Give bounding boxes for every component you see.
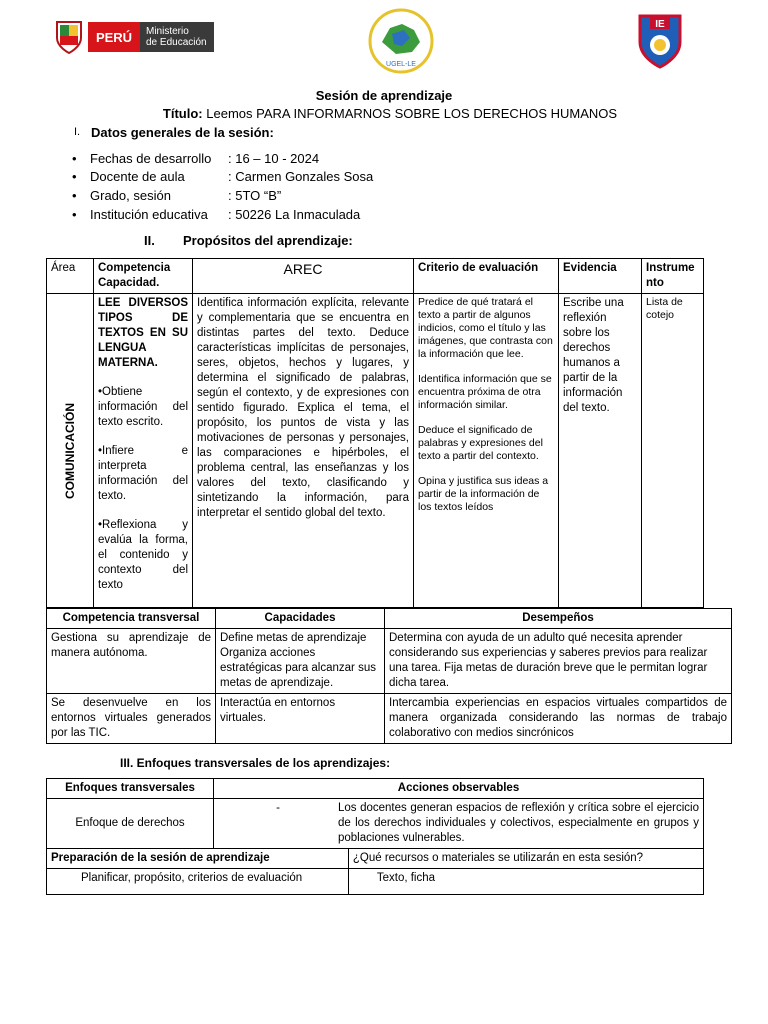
criterio-item: Predice de qué tratará el texto a partir de algunos indicios, como el título y las imágenes, que contrasta con la información que lee. [418,296,553,360]
capacidad-item: •Infiere e interpreta información del texto. [98,445,188,502]
header-competencia: Competencia Capacidad. [94,259,193,294]
capacidad-item: •Obtiene información del texto escrito. [98,386,188,428]
recursos-header: ¿Qué recursos o materiales se utilizarán en esta sesión? [348,849,703,869]
enfoque-accion: Los docentes generan espacios de reflexión y crítica sobre el ejercicio de los derechos individuales y colectivos, especialmente en grupos y poblaciones vulnerables. [338,802,699,844]
ie-crest-icon [636,12,684,70]
criterio-item: Deduce el significado de palabras y expresiones del texto a partir del contexto. [418,424,543,462]
transversal-capacidades: Define metas de aprendizaje Organiza acciones estratégicas para alcanzar sus metas de aprendizaje. [216,629,385,694]
transversal-desempenos: Intercambia experiencias en espacios virtuales compartidos de manera organizada considerando las normas de trabajo colaborativo con medios sincrónicos [385,694,732,744]
accion-dash: - [276,802,280,814]
prep-value: Planificar, propósito, criterios de evaluación [47,869,349,895]
header-instrumento: Instrumento [642,259,704,294]
header-criterio: Criterio de evaluación [414,259,559,294]
section1-number: I. [74,126,81,138]
header-capacidades: Capacidades [216,609,385,629]
header-enfoques: Enfoques transversales [47,779,214,799]
purpose-table [46,258,704,608]
competencia-title: LEE DIVERSOS TIPOS DE TEXTOS EN SU LENGUA MATERNA. [98,297,188,369]
section2-number: II. [144,233,155,248]
peru-label: PERÚ [88,22,140,52]
recursos-value: Texto, ficha [348,869,703,895]
ugel-logo-icon [368,8,434,74]
criterio-item: Opina y justifica sus ideas a partir de la información de los textos leídos [418,475,549,513]
ministerio-label: Ministerio de Educación [140,22,214,52]
header-evidencia: Evidencia [559,259,642,294]
session-subtitle: Título: Leemos PARA INFORMARNOS SOBRE LOS DERECHOS HUMANOS [162,106,618,121]
capacidad-item: •Reflexiona y evalúa la forma, el contenido y contexto del texto [98,519,188,591]
ministerio-logo [52,18,212,56]
svg-text:IE: IE [655,19,665,30]
instrumento-cell: Lista de cotejo [642,294,704,608]
section2-heading: Propósitos del aprendizaje: [183,233,353,248]
section3-heading: III. Enfoques transversales de los aprendizajes: [120,756,391,770]
enfoque-accion-cell [214,799,704,849]
enfoques-table [46,778,704,895]
header-competencia-transversal: Competencia transversal [47,609,216,629]
criterio-item: Identifica información que se encuentra próxima de otra información similar. [418,373,552,411]
page-title: Sesión de aprendizaje [315,88,453,103]
transversal-competencia: Se desenvuelve en los entornos virtuales generados por las TIC. [47,694,216,744]
enfoque-name: Enfoque de derechos [47,799,214,849]
area-cell [47,294,94,608]
header-acciones: Acciones observables [214,779,704,799]
area-label: COMUNICACIÓN [63,402,77,499]
evidencia-cell: Escribe una reflexión sobre los derechos humanos a partir de la información del texto. [559,294,642,608]
peru-shield-icon [52,18,86,56]
competencia-cell [94,294,193,608]
section1-heading: Datos generales de la sesión: [91,125,274,140]
svg-text:UGEL-LE: UGEL-LE [386,61,416,68]
criterio-cell [414,294,559,608]
transversal-competencia: Gestiona su aprendizaje de manera autónoma. [47,629,216,694]
transversal-capacidades: Interactúa en entornos virtuales. [216,694,385,744]
header-arec: AREC [193,259,414,294]
transversal-table [46,608,732,744]
desempenos-cell: Identifica información explícita, relevante y complementaria que se encuentra en distintas partes del texto. Deduce características implícitas de personajes, seres, objetos, hechos y lugares, y determina el significado de palabras, según el contexto, y de expresiones con sentido figurado. Explica el tema, el propósito, los puntos de vista y las motivaciones de personas y personajes, las comparaciones e hipérboles, el problema central, las enseñanzas y los valores del texto, clasificando y sintetizando la información, para interpretar el sentido global del texto. [193,294,414,608]
header-area: Área [47,259,94,294]
transversal-desempenos: Determina con ayuda de un adulto qué necesita aprender considerando sus experiencias y saberes previos para realizar una tarea. Fija metas de duración breve que le permitan lograr dicha tarea. [385,629,732,694]
prep-header: Preparación de la sesión de aprendizaje [47,849,349,869]
header-desempenos: Desempeños [385,609,732,629]
